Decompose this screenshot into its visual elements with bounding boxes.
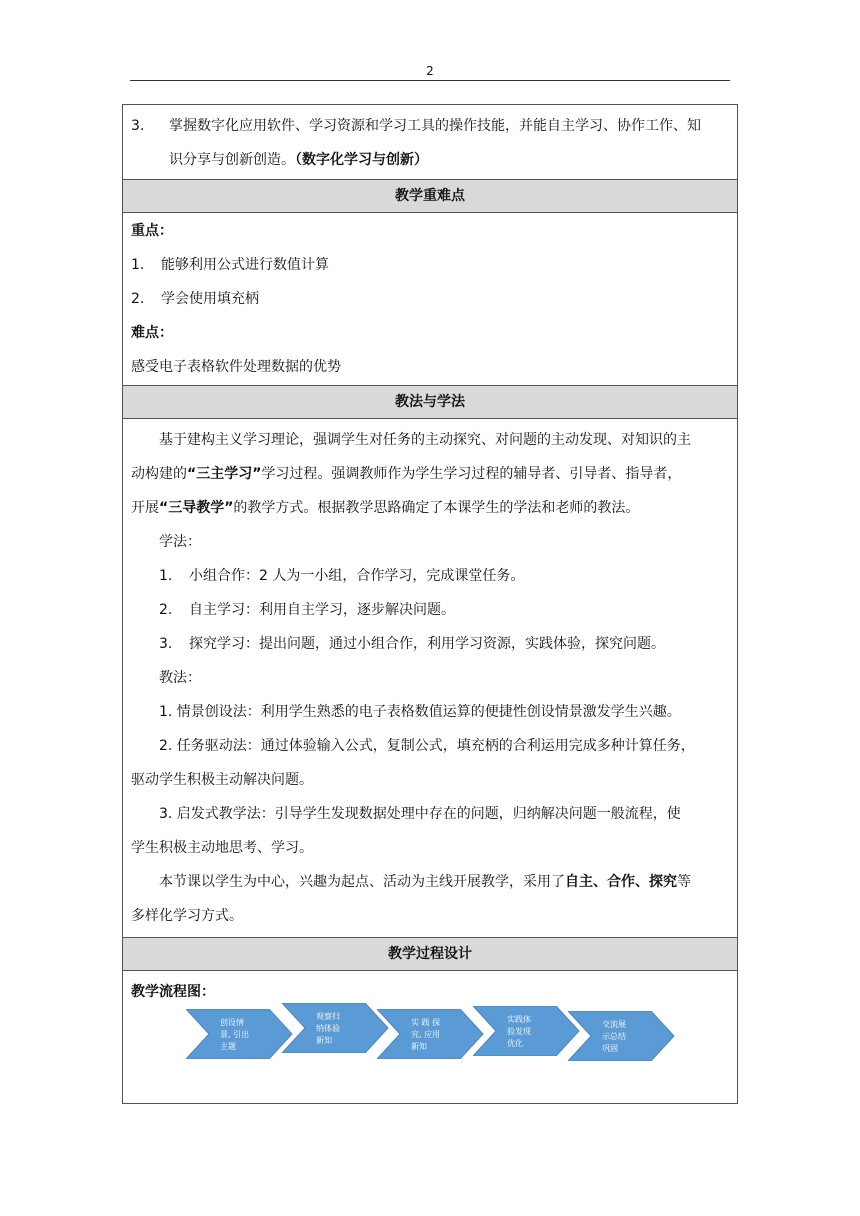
intro-line2-part-a: 动构建的 <box>131 466 187 482</box>
focus-item-2-number: 2. <box>131 291 145 307</box>
focus-item-2 <box>131 282 729 316</box>
study-item-2-number: 2. <box>159 602 173 618</box>
flow-step-2 <box>282 1003 390 1053</box>
objective-3-number: 3. <box>131 118 145 134</box>
flow-step-4-text: 实践体 验发现 优化 <box>507 1015 531 1048</box>
summary-line2: 多样化学习方式。 <box>131 908 243 924</box>
teach-item-1: 1. 情景创设法：利用学生熟悉的电子表格数值运算的便捷性创设情景激发学生兴趣。 <box>159 704 681 720</box>
flow-step-2-text: 观察归 纳体验 新知 <box>316 1012 340 1045</box>
focus-label: 重点： <box>131 223 173 239</box>
methods-intro-line3 <box>131 491 729 525</box>
summary-line1 <box>131 865 729 899</box>
focus-item-2-text: 学会使用填充柄 <box>161 291 259 307</box>
process-heading-row <box>123 938 738 971</box>
three-main-learning: “三主学习” <box>187 466 262 482</box>
summary-part-a: 本节课以学生为中心，兴趣为起点、活动为主线开展教学，采用了 <box>159 874 565 890</box>
difficulty-label: 难点： <box>131 325 173 341</box>
study-item-3 <box>131 627 729 661</box>
header-rule <box>130 80 730 81</box>
teach-item-3-line1: 3. 启发式教学法：引导学生发现数据处理中存在的问题，归纳解决问题一般流程，使 <box>159 806 681 822</box>
methods-intro-line1: 基于建构主义学习理论，强调学生对任务的主动探究、对问题的主动发现、对知识的主 <box>159 432 691 448</box>
study-item-1-text: 小组合作：2 人为一小组，合作学习，完成课堂任务。 <box>189 568 525 584</box>
methods-row <box>123 419 738 938</box>
lesson-plan-table <box>122 104 738 1104</box>
summary-part-c: 等 <box>677 874 691 890</box>
flow-step-4 <box>473 1006 581 1056</box>
intro-line2-part-c: 学习过程。强调教师作为学生学习过程的辅导者、引导者、指导者， <box>261 466 682 482</box>
objective-3 <box>131 109 729 143</box>
teach-item-2-line2: 驱动学生积极主动解决问题。 <box>131 772 313 788</box>
flow-label: 教学流程图： <box>131 984 215 1000</box>
study-item-3-text: 探究学习：提出问题，通过小组合作，利用学习资源，实践体验，探究问题。 <box>189 636 665 652</box>
flow-step-5-text: 交流展 示总结 巩固 <box>602 1020 626 1053</box>
focus-item-1 <box>131 248 729 282</box>
methods-heading: 教法与学法 <box>123 386 738 419</box>
objective-3-line2 <box>131 143 729 177</box>
key-points-heading-row <box>123 180 738 213</box>
teach-item-3-line2: 学生积极主动地思考、学习。 <box>131 840 313 856</box>
study-item-2 <box>131 593 729 627</box>
teach-label: 教法： <box>159 670 201 686</box>
flow-step-1-text: 创设情 景, 引出 主题 <box>220 1018 250 1051</box>
methods-intro-line2 <box>131 457 729 491</box>
intro-line3-part-c: 的教学方式。根据教学思路确定了本课学生的学法和老师的教法。 <box>233 500 640 516</box>
process-heading: 教学过程设计 <box>123 938 738 971</box>
objective-3-text-line1: 掌握数字化应用软件、学习资源和学习工具的操作技能，并能自主学习、协作工作、知 <box>169 118 701 134</box>
methods-heading-row <box>123 386 738 419</box>
flow-step-3-text: 实 践 探 究, 应用 新知 <box>411 1018 441 1051</box>
flow-step-1 <box>186 1009 294 1059</box>
teach-item-2-line1: 2. 任务驱动法：通过体验输入公式，复制公式，填充柄的合利运用完成多种计算任务， <box>159 738 695 754</box>
objective-3-tag: （数字化学习与创新） <box>295 152 428 168</box>
objective-row <box>123 105 738 180</box>
difficulty-text: 感受电子表格软件处理数据的优势 <box>131 359 341 375</box>
flow-step-5 <box>568 1011 676 1061</box>
key-points-row <box>123 213 738 386</box>
study-label: 学法： <box>159 534 201 550</box>
objective-3-text-line2: 识分享与创新创造。 <box>169 152 295 168</box>
process-row <box>123 971 738 1104</box>
study-item-2-text: 自主学习：利用自主学习，逐步解决问题。 <box>189 602 455 618</box>
focus-item-1-text: 能够利用公式进行数值计算 <box>161 257 329 273</box>
flow-step-3 <box>377 1009 485 1059</box>
teaching-flowchart <box>131 1009 729 1093</box>
study-item-3-number: 3. <box>159 636 173 652</box>
key-points-heading: 教学重难点 <box>123 180 738 213</box>
study-item-1 <box>131 559 729 593</box>
focus-item-1-number: 1. <box>131 257 145 273</box>
study-item-1-number: 1. <box>159 568 173 584</box>
page-number: 2 <box>426 64 434 78</box>
three-guide-teaching: “三导教学” <box>159 500 234 516</box>
summary-keywords: 自主、合作、探究 <box>565 874 677 890</box>
intro-line3-part-a: 开展 <box>131 500 159 516</box>
